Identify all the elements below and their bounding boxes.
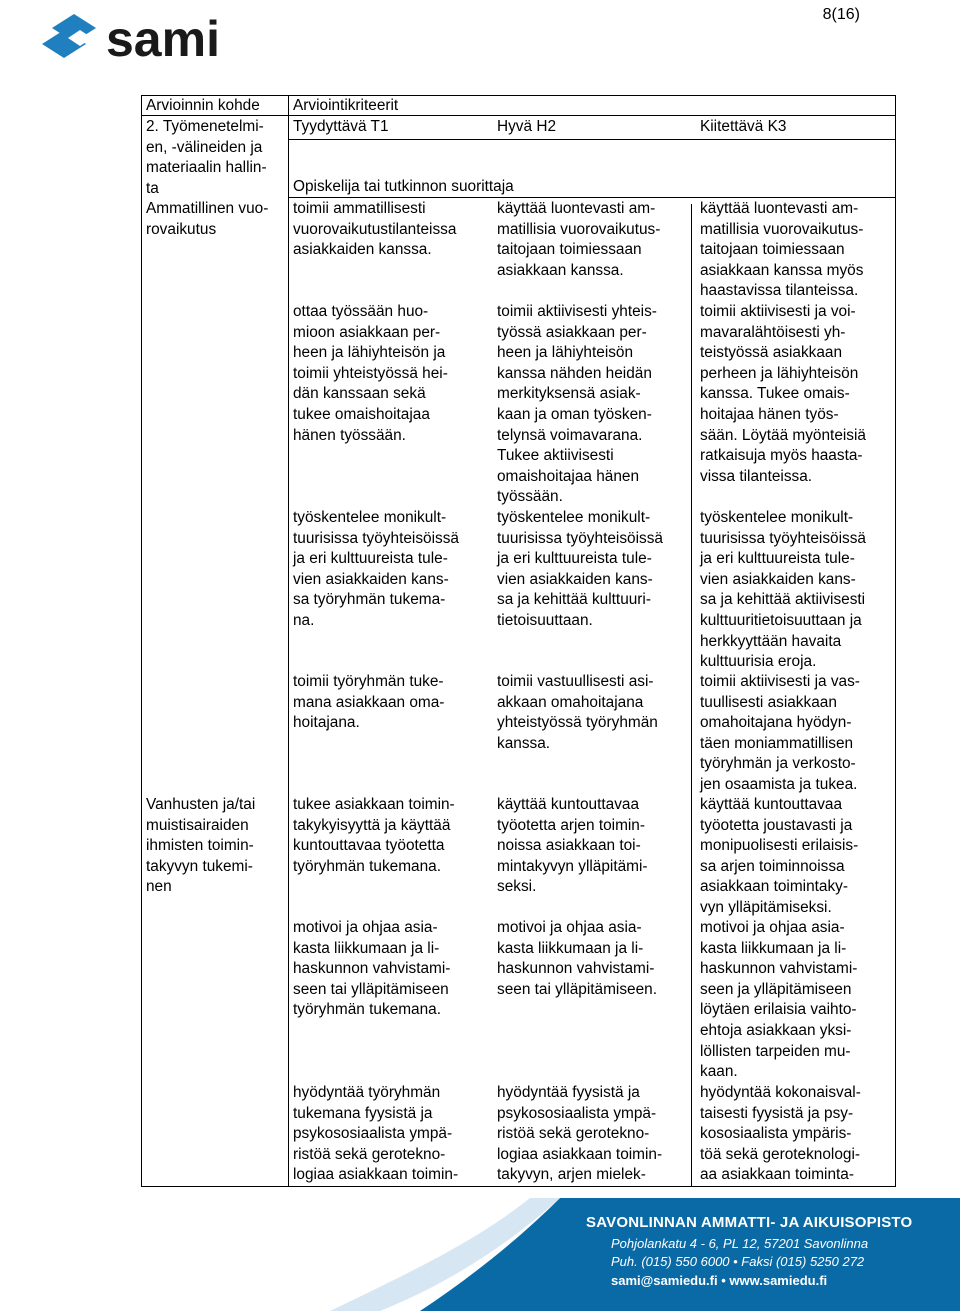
header-assessment-target: Arvioinnin kohde <box>146 97 260 114</box>
grade-h2: Hyvä H2 <box>497 118 557 135</box>
svg-text:sami: sami <box>106 11 220 66</box>
k3-criterion: toimii aktiivisesti ja voi- mavaralähtöisesti yh- teistyössä asiakkaan perheen ja lähiyhteisön kanssa. Tukee omais- hoitajaa hänen työs- sään. Löytää myönteisiä ratkaisuja myös haasta- vissa tilanteissa. <box>700 303 866 485</box>
k3-criterion: käyttää luontevasti am- matillisia vuorovaikutus- taitojaan toimiessaan asiakkaan kanssa myös haastavissa tilanteissa. <box>700 200 864 300</box>
t1-criterion: toimii työryhmän tuke- mana asiakkaan oma- hoitajana. <box>293 673 445 732</box>
k3-criterion: motivoi ja ohjaa asia- kasta liikkumaan ja li- haskunnon vahvistami- seen ja ylläpitämiseen löytäen erilaisia vaihto- ehtoja asiakkaan yksi- löllisten tarpeiden mu- kaan. <box>700 919 858 1081</box>
sami-logo <box>40 8 255 66</box>
footer-date: 28.9.2012 <box>195 1230 262 1247</box>
grade-t1: Tyydyttävä T1 <box>293 118 389 135</box>
criteria-table <box>141 95 896 1187</box>
t1-criterion: ottaa työssään huo- mioon asiakkaan per- heen ja lähiyhteisön ja toimii yhteistyössä hei- dän kanssaan sekä tukee omaishoitajaa hänen työssään. <box>293 303 448 444</box>
t1-criterion: toimii ammatillisesti vuorovaikutustilanteissa asiakkaiden kanssa. <box>293 200 457 259</box>
h2-criterion: käyttää kuntouttavaa työotetta arjen toimin- noissa asiakkaan toi- mintakyvyn ylläpitämi- seksi. <box>497 796 648 896</box>
footer <box>0 1198 960 1311</box>
k3-criterion: toimii aktiivisesti ja vas- tuullisesti asiakkaan omahoitajana hyödyn- täen moniammatillisen työryhmän ja verkosto- jen osaamista ja tukea. <box>700 673 860 793</box>
footer-contact-link[interactable]: sami@samiedu.fi • www.samiedu.fi <box>611 1273 828 1288</box>
t1-criterion: työskentelee monikult- tuurisissa työyhteisöissä ja eri kulttuureista tule- vien asiakkaiden kans- sa työryhmän tukema- na. <box>293 509 459 629</box>
t1-criterion: tukee asiakkaan toimin- takykyisyyttä ja käyttää kuntouttavaa työotetta työryhmän tukemana. <box>293 796 455 875</box>
footer-phone: Puh. (015) 550 6000 • Faksi (015) 5250 272 <box>611 1254 865 1269</box>
cube-icon <box>42 14 96 58</box>
page-number: 8(16) <box>822 6 860 23</box>
h2-criterion: hyödyntää fyysistä ja psykososiaalista ympä- ristöä sekä gerotekno- logiaa asiakkaan toimin- takyvyn, arjen mielek- <box>497 1084 663 1184</box>
grade-k3: Kiitettävä K3 <box>700 118 787 135</box>
t1-criterion: hyödyntää työryhmän tukemana fyysistä ja psykososiaalista ympä- ristöä sekä geroteknо- logiaa asiakkaan toimin- <box>293 1084 459 1184</box>
h2-criterion: motivoi ja ohjaa asia- kasta liikkumaan ja li- haskunnon vahvistami- seen tai ylläpitämiseen. <box>497 919 657 998</box>
h2-criterion: toimii aktiivisesti yhteis- työssä asiakkaan per- heen ja lähiyhteisön kanssa nähden heidän merkityksensä asiak- kaan ja oman työsken- telynsä voimavarana. Tukee aktiivisesti omaishoitajaa hänen työssään. <box>497 303 657 506</box>
k3-criterion: työskentelee monikult- tuurisissa työyhteisöissä ja eri kulttuureista tule- vien asiakkaiden kans- sa ja kehittää aktiivisesti kulttuuritietoisuuttaan ja herkkyyttään havaita kulttuurisia eroja. <box>700 509 866 671</box>
subsection-functional-support: Vanhusten ja/tai muistisairaiden ihmisten toimin- takyvyn tukemi- nen <box>146 796 256 896</box>
k3-criterion: käyttää kuntouttavaa työotetta joustavasti ja monipuolisesti erilaisis- sa arjen toiminnoissa asiakkaan toimintaky- vyn ylläpitämiseksi. <box>700 796 859 916</box>
section-title: 2. Työmenetelmi- en, -välineiden ja materiaalin hallin- ta <box>146 118 267 197</box>
subsection-interaction: Ammatillinen vuo- rovaikutus <box>146 200 269 238</box>
h2-criterion: työskentelee monikult- tuurisissa työyhteisöissä ja eri kulttuureista tule- vien asiakkaiden kans- sa ja kehittää kulttuuri- tietoisuuttaan. <box>497 509 663 629</box>
footer-school-name: SAVONLINNAN AMMATTI- JA AIKUISOPISTO <box>586 1214 913 1231</box>
header-criteria: Arviointikriteerit <box>293 97 399 114</box>
footer-address: Pohjolankatu 4 - 6, PL 12, 57201 Savonlinna <box>611 1236 869 1251</box>
t1-criterion: motivoi ja ohjaa asia- kasta liikkumaan ja li- haskunnon vahvistami- seen tai ylläpitämiseen työryhmän tukemana. <box>293 919 451 1019</box>
h2-criterion: käyttää luontevasti am- matillisia vuorovaikutus- taitojaan toimiessaan asiakkaan kanssa. <box>497 200 661 279</box>
h2-criterion: toimii vastuullisesti asi- akkaan omahoitajana yhteistyössä työryhmän kanssa. <box>497 673 658 752</box>
performer-label: Opiskelija tai tutkinnon suorittaja <box>293 178 514 195</box>
k3-criterion: hyödyntää kokonaisval- taisesti fyysistä ja psy- kososiaalista ympäris- töä sekä geroteknologi- aa asiakkaan toiminta- <box>700 1084 861 1184</box>
